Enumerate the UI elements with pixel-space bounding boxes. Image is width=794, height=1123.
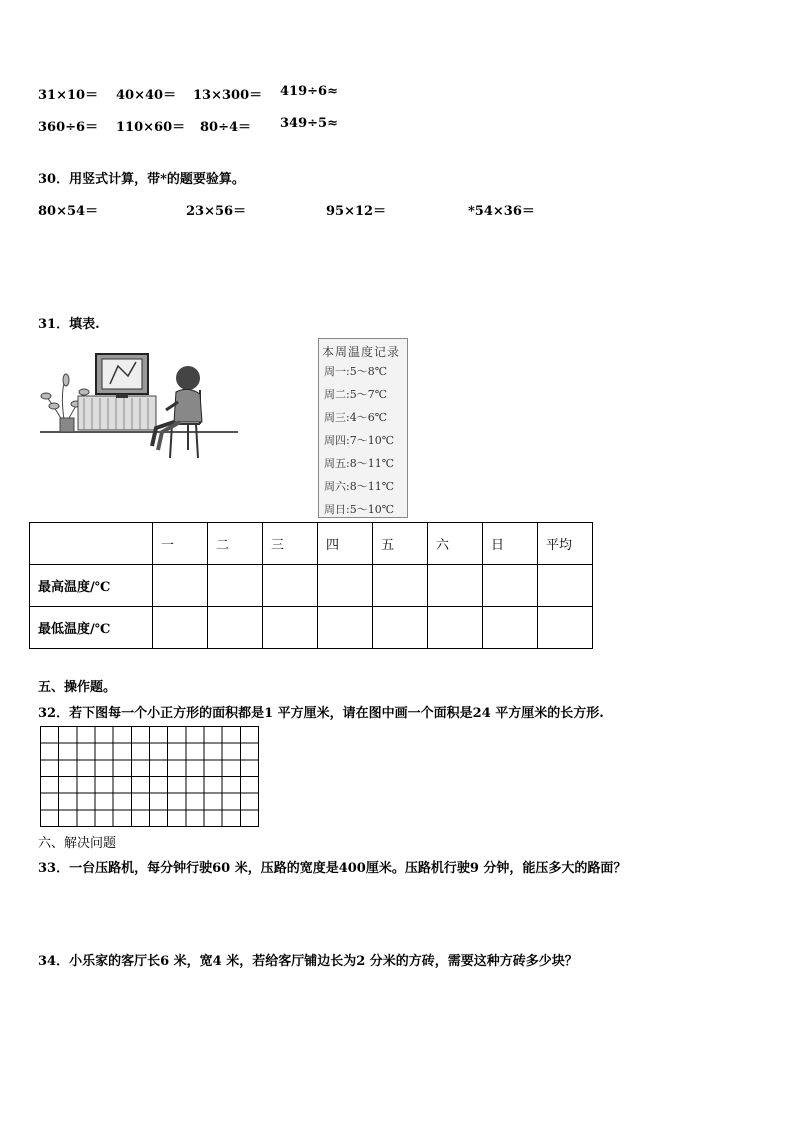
table-answer-cell[interactable] bbox=[428, 565, 483, 607]
table-row-label: 最高温度/℃ bbox=[30, 565, 153, 607]
record-line: 周一:5～8℃ bbox=[324, 365, 388, 378]
table-header-cell: 日 bbox=[483, 523, 538, 565]
section-6-title: 六、解决问题 bbox=[38, 836, 117, 851]
table-answer-cell[interactable] bbox=[483, 607, 538, 649]
table-header-cell: 平均 bbox=[538, 523, 593, 565]
question-34-title: 34．小乐家的客厅长6 米，宽4 米，若给客厅铺边长为2 分米的方砖，需要这种方砖多少块？ bbox=[38, 954, 578, 969]
record-line: 周五:8～11℃ bbox=[324, 457, 395, 470]
calc-item: 360÷6＝ bbox=[38, 120, 99, 135]
square-grid[interactable] bbox=[40, 726, 260, 828]
table-header-cell: 六 bbox=[428, 523, 483, 565]
calc-item: 31×10＝ bbox=[38, 88, 99, 103]
table-answer-cell[interactable] bbox=[318, 607, 373, 649]
question-30-title: 30．用竖式计算，带*的题要验算。 bbox=[38, 172, 245, 187]
table-header-row bbox=[30, 523, 593, 565]
table-answer-cell[interactable] bbox=[373, 607, 428, 649]
section-5-title: 五、操作题。 bbox=[38, 680, 117, 695]
table-answer-cell[interactable] bbox=[428, 607, 483, 649]
calc-item: 40×40＝ bbox=[116, 88, 177, 103]
table-answer-cell[interactable] bbox=[318, 565, 373, 607]
table-row bbox=[30, 565, 593, 607]
table-row-label: 最低温度/℃ bbox=[30, 607, 153, 649]
table-answer-cell[interactable] bbox=[263, 565, 318, 607]
calc-item: 349÷5≈ bbox=[280, 116, 338, 131]
table-header-cell: 四 bbox=[318, 523, 373, 565]
table-header-cell: 五 bbox=[373, 523, 428, 565]
temperature-table bbox=[29, 522, 593, 649]
table-answer-cell[interactable] bbox=[538, 565, 593, 607]
calc-item: 13×300＝ bbox=[193, 88, 263, 103]
calc-item: 419÷6≈ bbox=[280, 84, 338, 99]
record-line: 周四:7～10℃ bbox=[324, 434, 395, 447]
table-corner-cell bbox=[30, 523, 153, 565]
calc-item: 110×60＝ bbox=[116, 120, 186, 135]
table-header-cell: 三 bbox=[263, 523, 318, 565]
table-answer-cell[interactable] bbox=[538, 607, 593, 649]
table-answer-cell[interactable] bbox=[483, 565, 538, 607]
vertical-calc-item: 23×56＝ bbox=[186, 204, 247, 219]
record-line: 周三:4～6℃ bbox=[324, 411, 388, 424]
table-answer-cell[interactable] bbox=[373, 565, 428, 607]
table-answer-cell[interactable] bbox=[263, 607, 318, 649]
question-32-title: 32．若下图每一个小正方形的面积都是1 平方厘米，请在图中画一个面积是24 平方厘米的长方形. bbox=[38, 706, 604, 721]
table-answer-cell[interactable] bbox=[153, 607, 208, 649]
record-line: 周日:5～10℃ bbox=[324, 503, 395, 516]
question-33-title: 33．一台压路机，每分钟行驶60 米，压路的宽度是400厘米。压路机行驶9 分钟，能压多大的路面？ bbox=[38, 861, 627, 876]
vertical-calc-item: 80×54＝ bbox=[38, 204, 99, 219]
table-answer-cell[interactable] bbox=[153, 565, 208, 607]
calc-item: 80÷4＝ bbox=[200, 120, 252, 135]
record-title: 本周温度记录 bbox=[322, 345, 401, 359]
vertical-calc-item: *54×36＝ bbox=[468, 204, 535, 219]
table-header-cell: 一 bbox=[153, 523, 208, 565]
table-header-cell: 二 bbox=[208, 523, 263, 565]
table-row bbox=[30, 607, 593, 649]
child-watching-tv-illustration bbox=[40, 350, 240, 462]
record-line: 周二:5～7℃ bbox=[324, 388, 388, 401]
table-answer-cell[interactable] bbox=[208, 565, 263, 607]
vertical-calc-item: 95×12＝ bbox=[326, 204, 387, 219]
temperature-record-card bbox=[318, 338, 408, 518]
record-line: 周六:8～11℃ bbox=[324, 480, 395, 493]
table-answer-cell[interactable] bbox=[208, 607, 263, 649]
question-31-title: 31．填表. bbox=[38, 317, 100, 332]
